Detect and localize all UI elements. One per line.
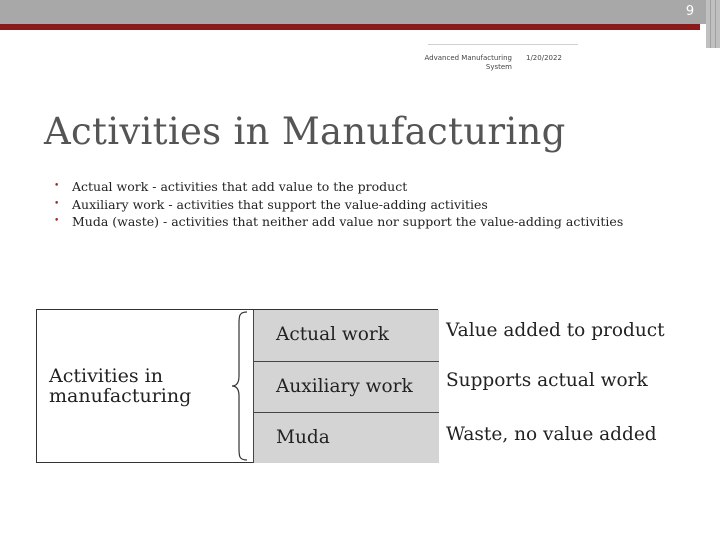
slide-title: Activities in Manufacturing	[44, 110, 566, 153]
bullet-text: Auxiliary work - activities that support the value-adding activities	[72, 196, 488, 212]
bullet-list	[54, 178, 623, 231]
corner-decoration	[706, 0, 720, 48]
bullet-icon: •	[54, 198, 60, 209]
bullet-item	[54, 213, 623, 231]
accent-stripe	[0, 24, 700, 30]
footer-divider	[428, 44, 578, 45]
top-bar	[0, 0, 720, 24]
category-cell-muda: Muda	[253, 412, 439, 463]
bullet-text: Actual work - activities that add value to the product	[72, 179, 408, 194]
diagram-label: Activities in manufacturing	[49, 365, 192, 407]
slide-number: 9	[685, 4, 695, 19]
description-actual-work: Value added to product	[446, 320, 665, 341]
description-muda: Waste, no value added	[446, 424, 657, 445]
footer-title: Advanced Manufacturing System	[424, 54, 512, 71]
bullet-text: Muda (waste) - activities that neither add value nor support the value-adding activities	[72, 214, 624, 229]
curly-brace-icon	[231, 310, 251, 462]
footer-date: 1/20/2022	[526, 54, 562, 62]
category-cell-auxiliary-work: Auxiliary work	[253, 361, 439, 412]
description-auxiliary-work: Supports actual work	[446, 370, 648, 391]
bullet-item	[54, 196, 623, 214]
activities-diagram	[36, 309, 438, 463]
bullet-icon: •	[54, 181, 60, 191]
category-cell-actual-work: Actual work	[253, 310, 439, 362]
bullet-icon: •	[54, 216, 60, 226]
bullet-item	[54, 178, 623, 196]
